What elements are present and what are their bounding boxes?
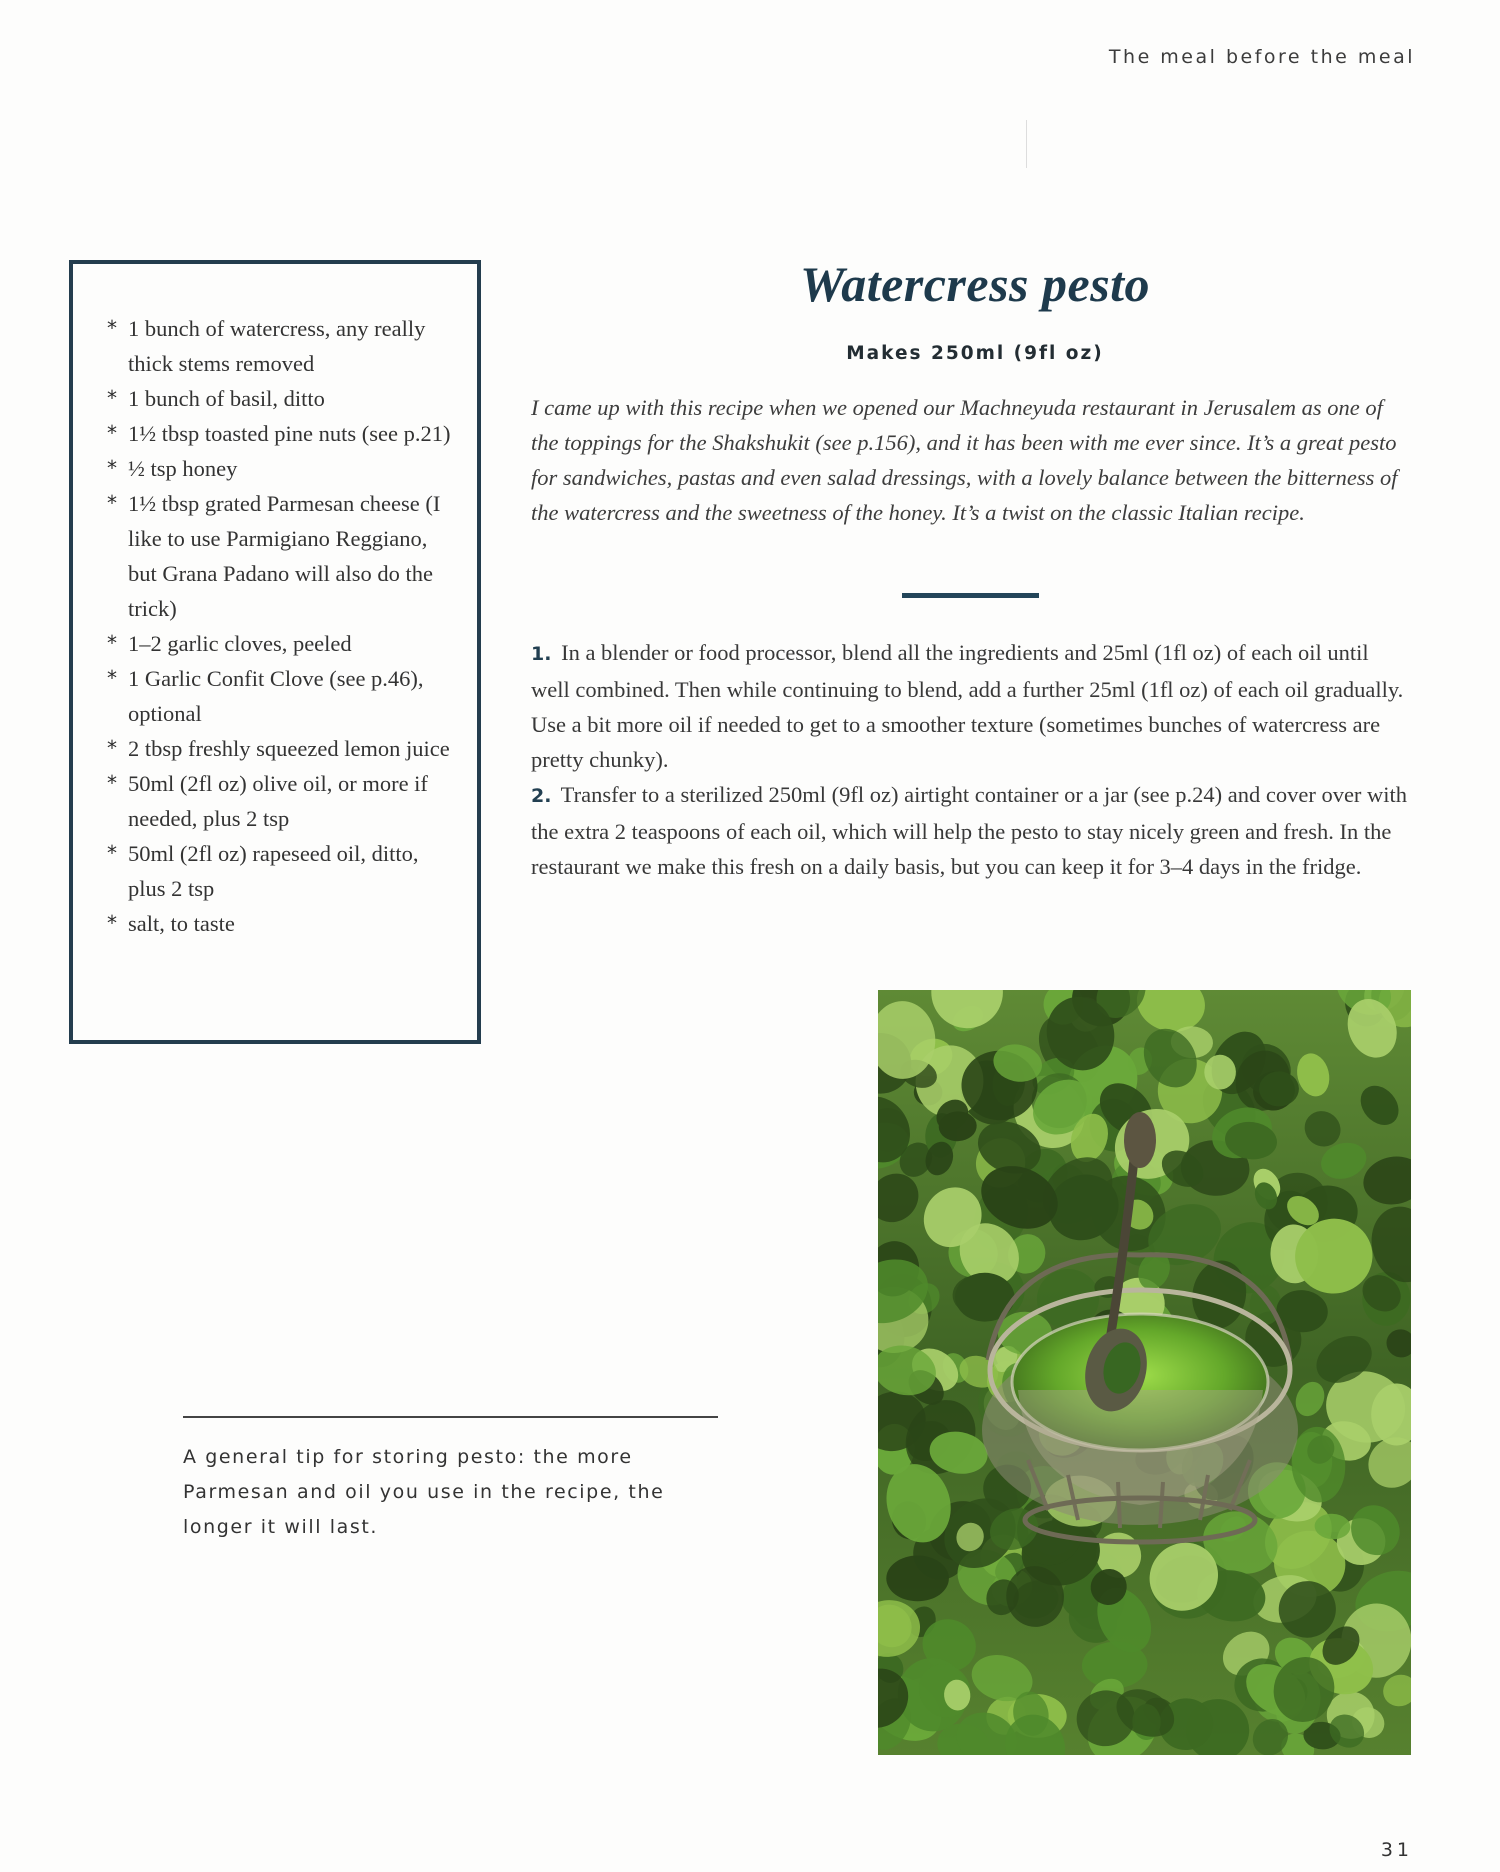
recipe-intro: [531, 390, 1411, 530]
method-step: [531, 777, 1411, 884]
ingredient-item: * 1½ tbsp toasted pine nuts (see p.21): [107, 416, 457, 451]
ingredient-item: * 1–2 garlic cloves, peeled: [107, 626, 457, 661]
watercress-pesto-image: [878, 990, 1411, 1755]
step-number: 2.: [531, 785, 552, 807]
ingredient-item: * 1½ tbsp grated Parmesan cheese (I like to use Parmigiano Reggiano, but Grana Padano will also do the trick): [107, 486, 457, 626]
section-divider: [902, 593, 1039, 598]
ingredient-item: * 1 Garlic Confit Clove (see p.46), optional: [107, 661, 457, 731]
ingredient-item: * ½ tsp honey: [107, 451, 457, 486]
ingredient-item: * 1 bunch of basil, ditto: [107, 381, 457, 416]
step-text: Transfer to a sterilized 250ml (9fl oz) airtight container or a jar (see p.24) and cover over with the extra 2 teaspoons of each oil, which will help the pesto to stay nicely green and fresh. In the restaurant we make this fresh on a daily basis, but you can keep it for 3–4 days in the fridge.: [531, 782, 1408, 879]
method-step: [531, 635, 1411, 777]
step-number: 1.: [531, 643, 552, 665]
ingredient-item: * 50ml (2fl oz) rapeseed oil, ditto, plus 2 tsp: [107, 836, 457, 906]
page-number: 31: [1380, 1839, 1413, 1861]
ingredient-item: * 1 bunch of watercress, any really thick stems removed: [107, 311, 457, 381]
pesto-photo: [878, 990, 1411, 1755]
ingredient-item: * salt, to taste: [107, 906, 457, 941]
tip-text: A general tip for storing pesto: the more Parmesan and oil you use in the recipe, the longer it will last.: [183, 1446, 665, 1538]
step-text: In a blender or food processor, blend all the ingredients and 25ml (1fl oz) of each oil until well combined. Then while continuing to blend, add a further 25ml (1fl oz) of each oil gradually. Use a bit more oil if needed to get to a smoother texture (sometimes bunches of watercress are pretty chunky).: [531, 640, 1404, 772]
ingredients-list: [107, 311, 457, 941]
recipe-title: Watercress pesto: [799, 256, 1151, 312]
recipe-yield: Makes 250ml (9fl oz): [846, 343, 1104, 364]
intro-text: I came up with this recipe when we opened our Machneyuda restaurant in Jerusalem as one of the toppings for the Shakshukit (see p.156), and it has been with me ever since. It’s a great pesto for sandwiches, pastas and even salad dressings, with a lovely balance between the bitterness of the watercress and the sweetness of the honey. It’s a twist on the classic Italian recipe.: [531, 395, 1398, 525]
method-steps: [531, 635, 1411, 884]
watercress-leaf: [886, 1556, 949, 1602]
ingredient-item: * 50ml (2fl oz) olive oil, or more if needed, plus 2 tsp: [107, 766, 457, 836]
ingredients-box: [69, 260, 481, 1044]
scan-mark: [1026, 120, 1027, 168]
ingredient-item: * 2 tbsp freshly squeezed lemon juice: [107, 731, 457, 766]
tip-rule: [183, 1416, 718, 1418]
running-head: The meal before the meal: [1108, 46, 1415, 68]
